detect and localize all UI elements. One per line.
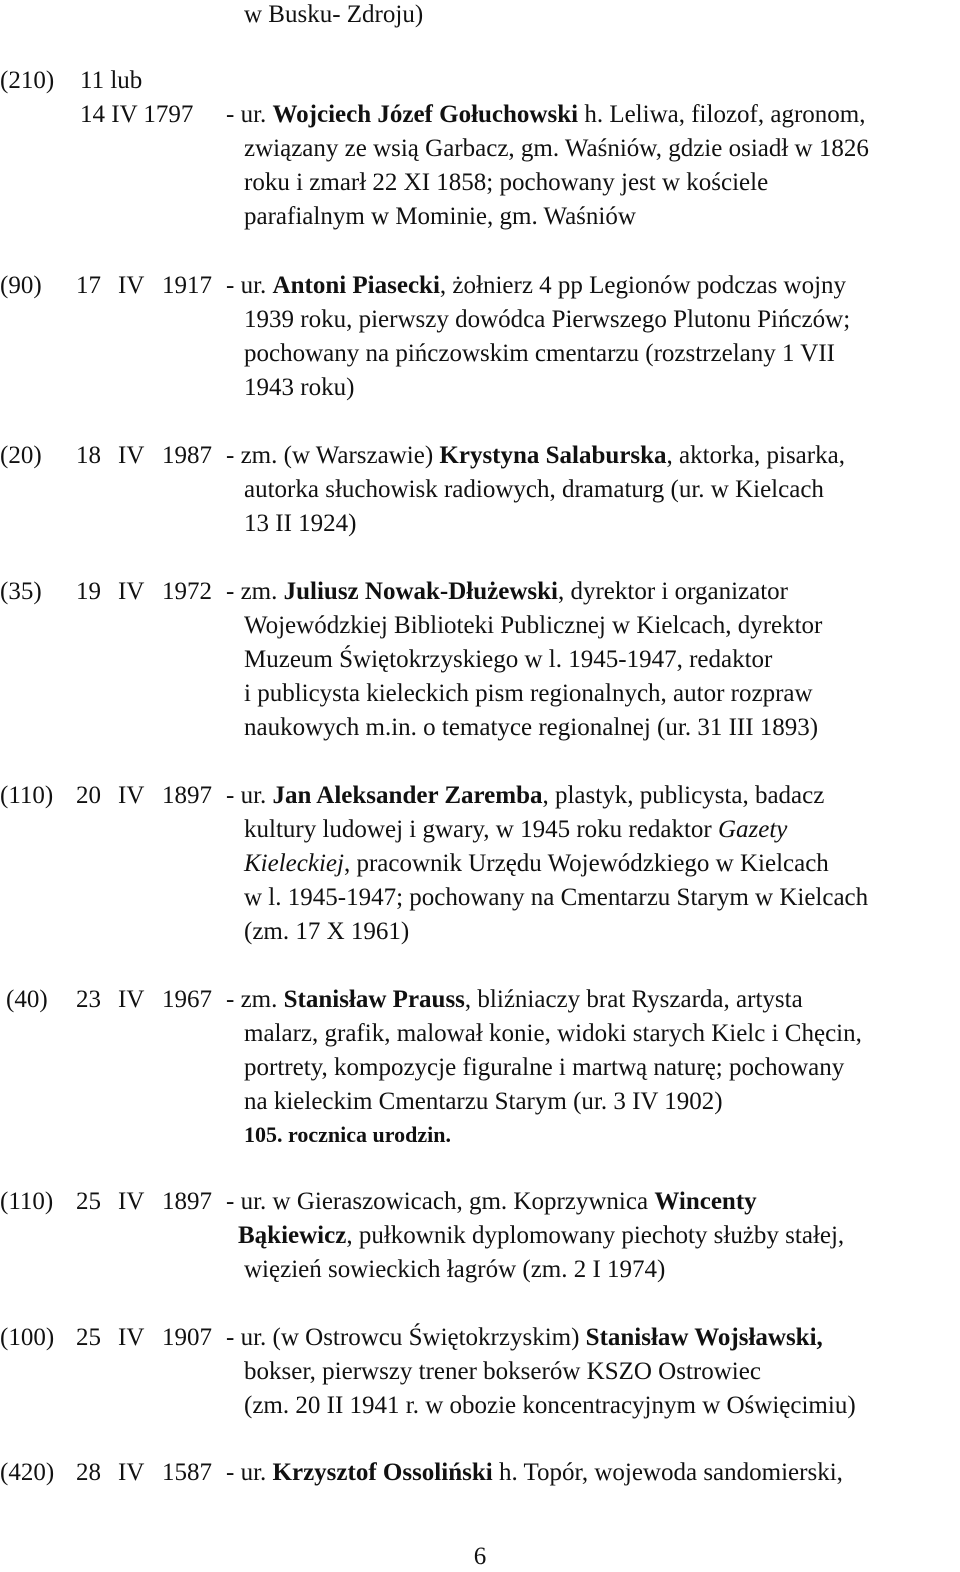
entry-2-line-0 xyxy=(226,271,846,301)
newspaper-title: Gazety xyxy=(717,816,788,843)
entry-7-line-2 xyxy=(244,1255,665,1285)
entry-4-line-0 xyxy=(226,577,788,607)
entry-5-day: 20 xyxy=(76,782,101,809)
entry-8-month: IV xyxy=(118,1324,145,1351)
entry-7-line-1 xyxy=(238,1221,844,1251)
entry-text-segment: - zm. xyxy=(226,986,284,1013)
entry-text-segment: 1943 roku) xyxy=(244,374,355,401)
entry-text-segment: , plastyk, publicysta, badacz xyxy=(542,782,825,809)
person-name: Stanisław Wojsławski, xyxy=(585,1324,823,1351)
entry-text-segment: bokser, pierwszy trener bokserów KSZO Ostrowiec xyxy=(244,1358,761,1385)
entry-2-line-1 xyxy=(244,305,850,335)
entry-7-anniversary: (110) xyxy=(0,1188,54,1215)
entry-5-month: IV xyxy=(118,782,145,809)
entry-text-segment: , pułkownik dyplomowany piechoty służby stałej, xyxy=(346,1222,845,1249)
person-name: Jan Aleksander Zaremba xyxy=(272,782,543,809)
entry-text-segment: i publicysta kieleckich pism regionalnych, autor rozpraw xyxy=(244,680,813,707)
entry-text-segment: - zm. xyxy=(226,578,284,605)
entry-3-day: 18 xyxy=(76,442,101,469)
entry-text-segment: Wojewódzkiej Biblioteki Publicznej w Kielcach, dyrektor xyxy=(244,612,823,639)
entry-1-date-line-0: 11 lub xyxy=(80,67,143,94)
person-name: Antoni Piasecki xyxy=(272,272,440,299)
entry-8-anniversary: (100) xyxy=(0,1324,55,1351)
person-name: Juliusz Nowak-Dłużewski xyxy=(283,578,558,605)
entry-7-year: 1897 xyxy=(162,1188,212,1215)
entry-5-line-3 xyxy=(244,883,868,913)
entry-text-segment: - ur. xyxy=(226,782,273,809)
entry-6-anniversary: (40) xyxy=(6,986,48,1013)
entry-text-segment: - ur. xyxy=(226,272,273,299)
entry-6-line-3 xyxy=(244,1087,723,1117)
entry-3-line-1 xyxy=(244,475,824,505)
entry-text-segment: 1939 roku, pierwszy dowódca Pierwszego Plutonu Pińczów; xyxy=(244,306,851,333)
entry-text-segment: roku i zmarł 22 XI 1858; pochowany jest w kościele xyxy=(244,169,769,196)
entry-7-month: IV xyxy=(118,1188,145,1215)
entry-text-segment: , dyrektor i organizator xyxy=(557,578,788,605)
person-name: Krystyna Salaburska xyxy=(439,442,667,469)
entry-5-line-1 xyxy=(244,815,787,845)
entry-text-segment: autorka słuchowisk radiowych, dramaturg (ur. w Kielcach xyxy=(244,476,824,503)
entry-2-month: IV xyxy=(118,272,145,299)
entry-2-line-3 xyxy=(244,373,354,403)
entry-9-year: 1587 xyxy=(162,1459,212,1486)
entry-5-line-2 xyxy=(244,849,829,879)
entry-6-line-4 xyxy=(244,1120,451,1150)
anniversary-note: 105. rocznica urodzin. xyxy=(244,1122,451,1147)
entry-6-line-0 xyxy=(226,985,803,1015)
entry-4-line-1 xyxy=(244,611,822,641)
entry-8-line-1 xyxy=(244,1357,761,1387)
entry-text-segment: , pracownik Urzędu Wojewódzkiego w Kielcach xyxy=(343,850,829,877)
entry-text-segment: 13 II 1924) xyxy=(244,510,357,537)
entry-3-line-2 xyxy=(244,509,356,539)
entry-text-segment: w l. 1945-1947; pochowany na Cmentarzu Starym w Kielcach xyxy=(244,884,869,911)
entry-0-line-0 xyxy=(244,0,423,30)
entry-text-segment: w Busku- Zdroju) xyxy=(244,1,424,28)
entry-4-year: 1972 xyxy=(162,578,212,605)
person-name: Krzysztof Ossoliński xyxy=(272,1459,493,1486)
newspaper-title: Kieleckiej xyxy=(244,850,344,877)
person-name: Wojciech Józef Gołuchowski xyxy=(272,101,579,128)
entry-3-anniversary: (20) xyxy=(0,442,42,469)
entry-8-day: 25 xyxy=(76,1324,101,1351)
entry-6-year: 1967 xyxy=(162,986,212,1013)
entry-text-segment: , żołnierz 4 pp Legionów podczas wojny xyxy=(439,272,847,299)
entry-6-line-2 xyxy=(244,1053,844,1083)
entry-4-line-2 xyxy=(244,645,772,675)
entry-8-line-0 xyxy=(226,1323,823,1353)
entry-text-segment: h. Leliwa, filozof, agronom, xyxy=(578,101,866,128)
entry-3-month: IV xyxy=(118,442,145,469)
entry-7-line-0 xyxy=(226,1187,757,1217)
entry-text-segment: , bliźniaczy brat Ryszarda, artysta xyxy=(464,986,803,1013)
entry-5-anniversary: (110) xyxy=(0,782,54,809)
entry-3-line-0 xyxy=(226,441,845,471)
entry-2-day: 17 xyxy=(76,272,101,299)
entry-5-line-4 xyxy=(244,917,409,947)
entry-text-segment: h. Topór, wojewoda sandomierski, xyxy=(492,1459,843,1486)
entry-7-day: 25 xyxy=(76,1188,101,1215)
entry-text-segment: (zm. 20 II 1941 r. w obozie koncentracyjnym w Oświęcimiu) xyxy=(244,1392,856,1419)
entry-5-year: 1897 xyxy=(162,782,212,809)
entry-6-day: 23 xyxy=(76,986,101,1013)
entry-text-segment: związany ze wsią Garbacz, gm. Waśniów, gdzie osiadł w 1826 xyxy=(244,135,869,162)
person-name: Bąkiewicz xyxy=(238,1222,347,1249)
entry-text-segment: kultury ludowej i gwary, w 1945 roku redaktor xyxy=(244,816,718,843)
entry-text-segment: - ur. (w Ostrowcu Świętokrzyskim) xyxy=(226,1324,586,1351)
person-name: Wincenty xyxy=(654,1188,757,1215)
entry-9-anniversary: (420) xyxy=(0,1459,55,1486)
entry-text-segment: parafialnym w Mominie, gm. Waśniów xyxy=(244,203,636,230)
entry-text-segment: (zm. 17 X 1961) xyxy=(244,918,410,945)
entry-4-anniversary: (35) xyxy=(0,578,42,605)
entry-9-month: IV xyxy=(118,1459,145,1486)
page-number: 6 xyxy=(473,1543,487,1570)
entry-2-year: 1917 xyxy=(162,272,212,299)
entry-text-segment: na kieleckim Cmentarzu Starym (ur. 3 IV 1902) xyxy=(244,1088,723,1115)
entry-4-day: 19 xyxy=(76,578,101,605)
entry-1-line-0 xyxy=(226,100,865,130)
entry-1-anniversary: (210) xyxy=(0,67,55,94)
entry-5-line-0 xyxy=(226,781,824,811)
entry-8-year: 1907 xyxy=(162,1324,212,1351)
entry-text-segment: - ur. xyxy=(226,101,273,128)
person-name: Stanisław Prauss xyxy=(283,986,465,1013)
entry-text-segment: malarz, grafik, malował konie, widoki starych Kielc i Chęcin, xyxy=(244,1020,862,1047)
entry-9-day: 28 xyxy=(76,1459,101,1486)
entry-4-month: IV xyxy=(118,578,145,605)
entry-text-segment: - zm. (w Warszawie) xyxy=(226,442,440,469)
entry-text-segment: , aktorka, pisarka, xyxy=(666,442,845,469)
entry-1-date-line-1: 14 IV 1797 xyxy=(80,101,194,128)
entry-2-line-2 xyxy=(244,339,835,369)
entry-8-line-2 xyxy=(244,1391,856,1421)
entry-2-anniversary: (90) xyxy=(0,272,42,299)
entry-1-line-1 xyxy=(244,134,869,164)
entry-text-segment: portrety, kompozycje figuralne i martwą naturę; pochowany xyxy=(244,1054,845,1081)
entry-text-segment: Muzeum Świętokrzyskiego w l. 1945-1947, redaktor xyxy=(244,646,773,673)
entry-text-segment: - ur. xyxy=(226,1459,273,1486)
entry-1-line-3 xyxy=(244,202,636,232)
entry-6-month: IV xyxy=(118,986,145,1013)
entry-4-line-3 xyxy=(244,679,813,709)
entry-6-line-1 xyxy=(244,1019,862,1049)
entry-3-year: 1987 xyxy=(162,442,212,469)
entry-9-line-0 xyxy=(226,1458,843,1488)
entry-text-segment: więzień sowieckich łagrów (zm. 2 I 1974) xyxy=(244,1256,666,1283)
entry-text-segment: - ur. w Gieraszowicach, gm. Koprzywnica xyxy=(226,1188,655,1215)
entry-text-segment: pochowany na pińczowskim cmentarzu (rozstrzelany 1 VII xyxy=(244,340,835,367)
entry-1-line-2 xyxy=(244,168,768,198)
entry-4-line-4 xyxy=(244,713,818,743)
entry-text-segment: naukowych m.in. o tematyce regionalnej (ur. 31 III 1893) xyxy=(244,714,819,741)
